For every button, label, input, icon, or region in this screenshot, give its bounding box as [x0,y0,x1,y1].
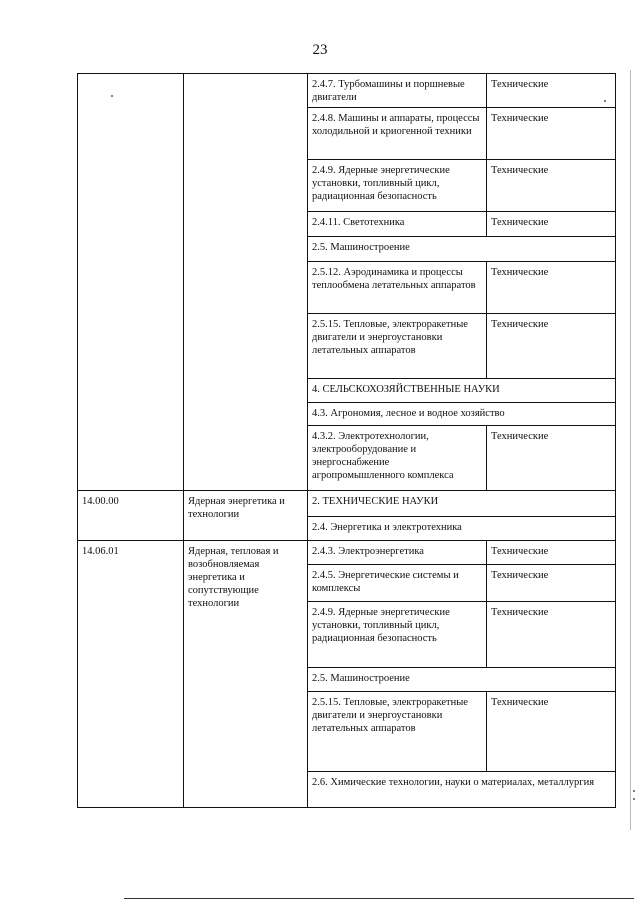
discipline-cell: 2.4.3. Электроэнергетика [308,541,487,565]
kind-cell: Технические [487,160,616,212]
specialty-cell: Ядерная энергетика и технологии [184,491,308,541]
discipline-cell: 2.4.5. Энергетические системы и комплексы [308,565,487,602]
section-heading-cell: 2.5. Машиностроение [308,668,616,692]
kind-cell: Технические [487,426,616,491]
scan-bottom-line [124,898,634,899]
section-heading-cell: 2.6. Химические технологии, науки о материалах, металлургия [308,772,616,808]
kind-cell: Технические [487,108,616,160]
specialty-cell: Ядерная, тепловая и возобновляемая энергетика и сопутствующие технологии [184,541,308,808]
scan-speck [604,100,606,102]
table-row [78,74,616,108]
scan-edge-line [630,70,631,830]
page-number: 23 [312,42,328,58]
kind-cell: Технические [487,602,616,668]
discipline-cell: 2.4.11. Светотехника [308,212,487,237]
kind-cell: Технические [487,565,616,602]
section-heading-cell: 4. СЕЛЬСКОХОЗЯЙСТВЕННЫЕ НАУКИ [308,379,616,403]
kind-cell: Технические [487,74,616,108]
discipline-cell: 2.4.9. Ядерные энергетические установки, топливный цикл, радиационная безопасность [308,160,487,212]
section-heading-cell: 2.5. Машиностроение [308,237,616,262]
scan-speck [111,95,113,97]
table-row [78,541,616,565]
scan-speck [633,790,635,792]
section-heading-cell: 2.4. Энергетика и электротехника [308,517,616,541]
specialty-cell [184,74,308,491]
kind-cell: Технические [487,314,616,379]
discipline-cell: 2.5.15. Тепловые, электроракетные двигатели и энергоустановки летательных аппаратов [308,692,487,772]
kind-cell: Технические [487,692,616,772]
kind-cell: Технические [487,541,616,565]
scan-speck [633,798,635,800]
discipline-cell: 2.5.12. Аэродинамика и процессы теплообмена летательных аппаратов [308,262,487,314]
code-cell: 14.00.00 [78,491,184,541]
kind-cell: Технические [487,262,616,314]
discipline-cell: 4.3.2. Электротехнологии, электрооборудование и энергоснабжение агропромышленного комплекса [308,426,487,491]
code-cell [78,74,184,491]
discipline-cell: 2.5.15. Тепловые, электроракетные двигатели и энергоустановки летательных аппаратов [308,314,487,379]
discipline-cell: 2.4.7. Турбомашины и поршневые двигатели [308,74,487,108]
kind-cell: Технические [487,212,616,237]
section-heading-cell: 4.3. Агрономия, лесное и водное хозяйство [308,403,616,426]
discipline-cell: 2.4.8. Машины и аппараты, процессы холодильной и криогенной техники [308,108,487,160]
discipline-cell: 2.4.9. Ядерные энергетические установки, топливный цикл, радиационная безопасность [308,602,487,668]
table-row [78,491,616,517]
section-heading-cell: 2. ТЕХНИЧЕСКИЕ НАУКИ [308,491,616,517]
code-cell: 14.06.01 [78,541,184,808]
specialties-table [77,73,616,808]
